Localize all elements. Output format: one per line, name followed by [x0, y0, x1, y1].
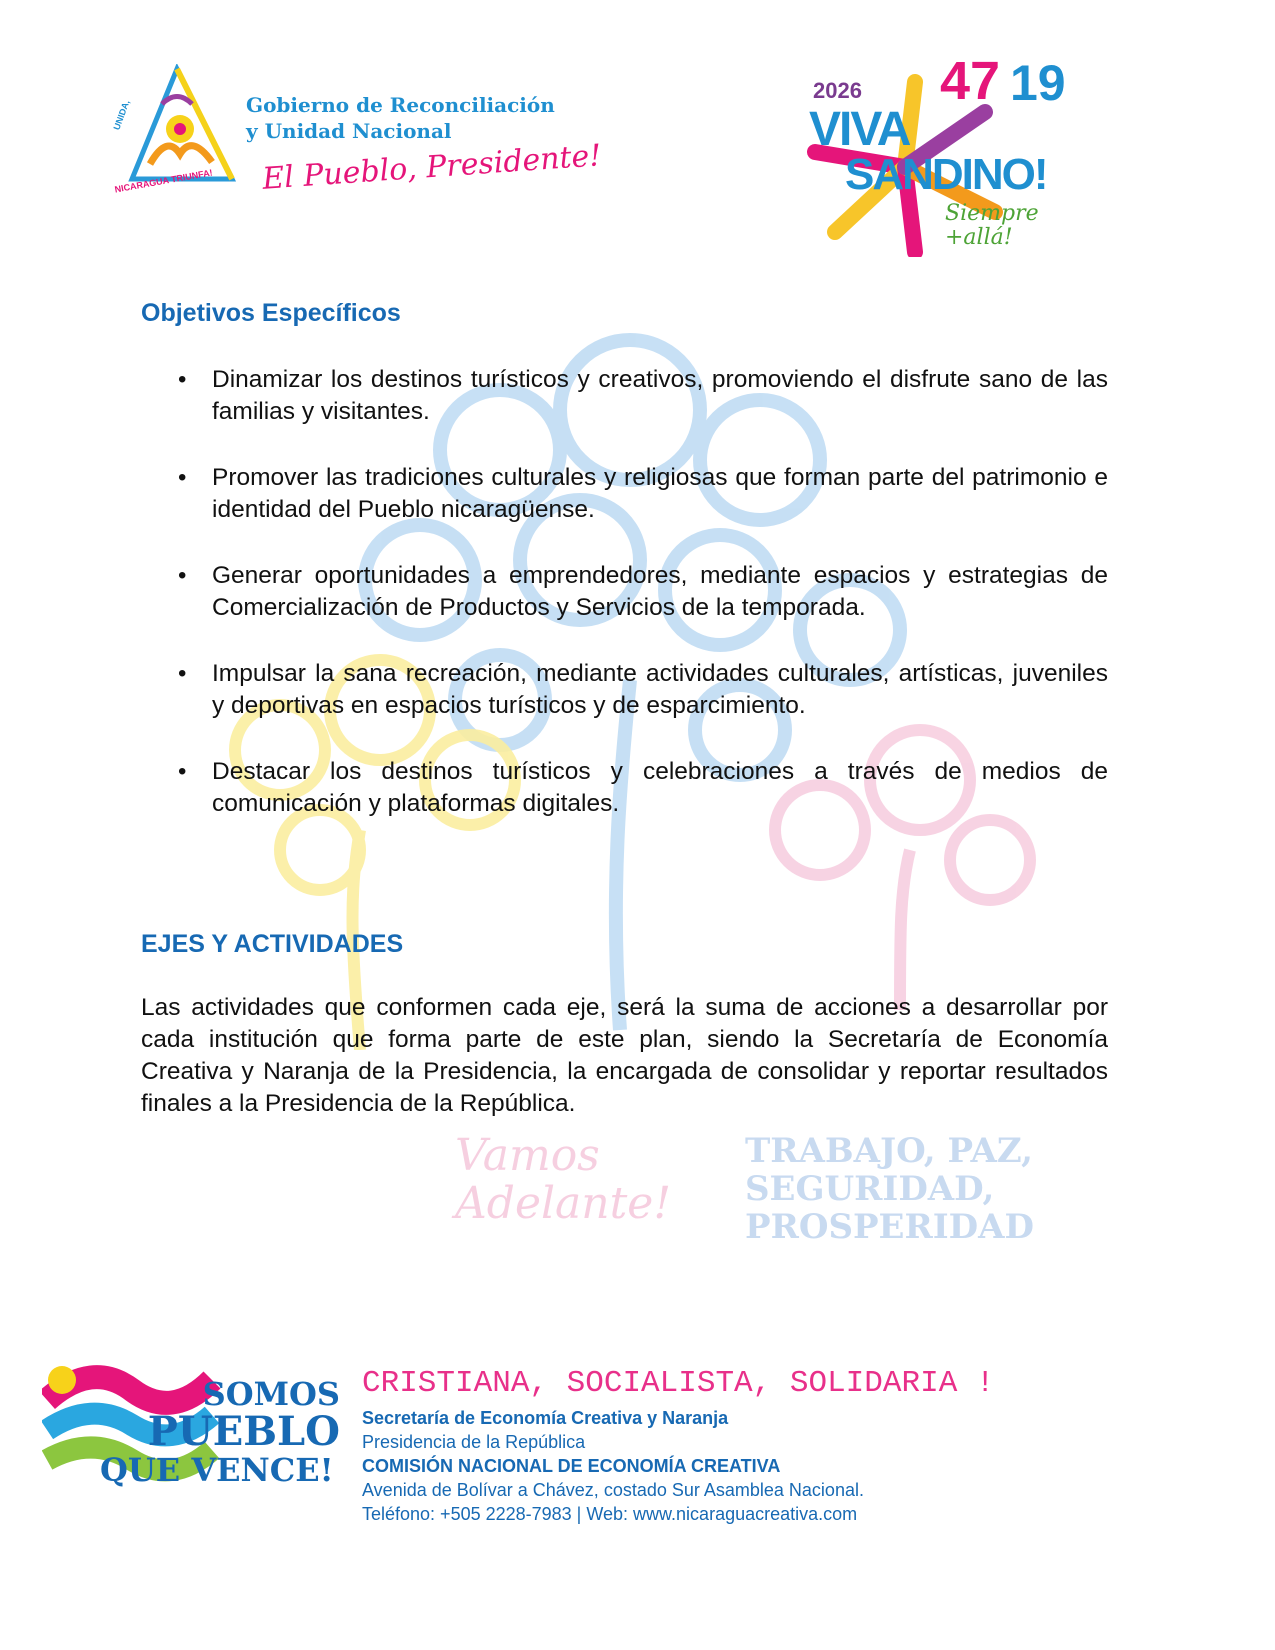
footer-motto: CRISTIANA, SOCIALISTA, SOLIDARIA ! [362, 1366, 995, 1401]
logo-line: SOMOS [202, 1375, 340, 1413]
year: 2026 [813, 78, 862, 103]
viva-sandino-logo [795, 51, 1095, 257]
footer-contact: Teléfono: +505 2228-7983 | Web: www.nicaraguacreativa.com [362, 1504, 858, 1524]
watermark-line: SEGURIDAD, [745, 1169, 995, 1209]
ejes-heading: EJES Y ACTIVIDADES [141, 930, 404, 958]
logo-line: QUE VENCE! [100, 1451, 334, 1489]
gov-name [246, 92, 555, 144]
list-item: • Destacar los destinos turísticos y celebraciones a través de medios de comunicación y plataformas digitales. [212, 756, 1108, 820]
gov-name-line: y Unidad Nacional [246, 119, 452, 143]
footer-secretaria: Secretaría de Economía Creativa y Naranja [362, 1408, 729, 1428]
viva-text: VIVA [809, 103, 910, 156]
gov-name-line: Gobierno de Reconciliación [246, 93, 555, 117]
sandino-text: SANDINO! [845, 150, 1047, 199]
objetivos-heading: Objetivos Específicos [141, 299, 401, 327]
objetivos-list [212, 364, 1108, 854]
watermark-line: TRABAJO, PAZ, [745, 1131, 1033, 1171]
gov-slogan: El Pueblo, Presidente! [261, 138, 603, 197]
watermark-line: PROSPERIDAD [745, 1207, 1034, 1247]
footer-comision: COMISIÓN NACIONAL DE ECONOMÍA CREATIVA [362, 1456, 781, 1476]
gov-logo-arc-text: NICARAGUA TRIUNFA! [113, 167, 214, 195]
list-item: • Promover las tradiciones culturales y religiosas que forman parte del patrimonio e identidad del Pueblo nicaragüense. [212, 462, 1108, 526]
watermark-slogan [745, 1132, 1034, 1246]
gov-logo-arc-text: UNIDA, [111, 98, 132, 132]
logo-line: PUEBLO [147, 1408, 340, 1455]
watermark-script: Vamos Adelante! [455, 1130, 672, 1229]
list-item: • Generar oportunidades a emprendedores, mediante espacios y estrategias de Comercialización de Productos y Servicios de la temporada. [212, 560, 1108, 624]
anniversary-number: 19 [1010, 55, 1066, 111]
somos-pueblo-logo [100, 1375, 340, 1489]
tagline: Siempre +allá! [945, 201, 1039, 250]
ejes-paragraph: Las actividades que conformen cada eje, será la suma de acciones a desarrollar por cada institución que forma parte de este plan, siendo la Secretaría de Economía Creativa y Naranja de la Presidencia, la encargada de consolidar y reportar resultados finales a la Presidencia de la República. [141, 994, 1108, 1117]
list-item: • Impulsar la sana recreación, mediante actividades culturales, artísticas, juveniles y deportivas en espacios turísticos y de esparcimiento. [212, 658, 1108, 722]
anniversary-number: 47 [940, 51, 1001, 111]
list-item: • Dinamizar los destinos turísticos y creativos, promoviendo el disfrute sano de las familias y visitantes. [212, 364, 1108, 428]
footer-presidencia: Presidencia de la República [362, 1432, 586, 1452]
footer-address: Avenida de Bolívar a Chávez, costado Sur Asamblea Nacional. [362, 1480, 864, 1500]
